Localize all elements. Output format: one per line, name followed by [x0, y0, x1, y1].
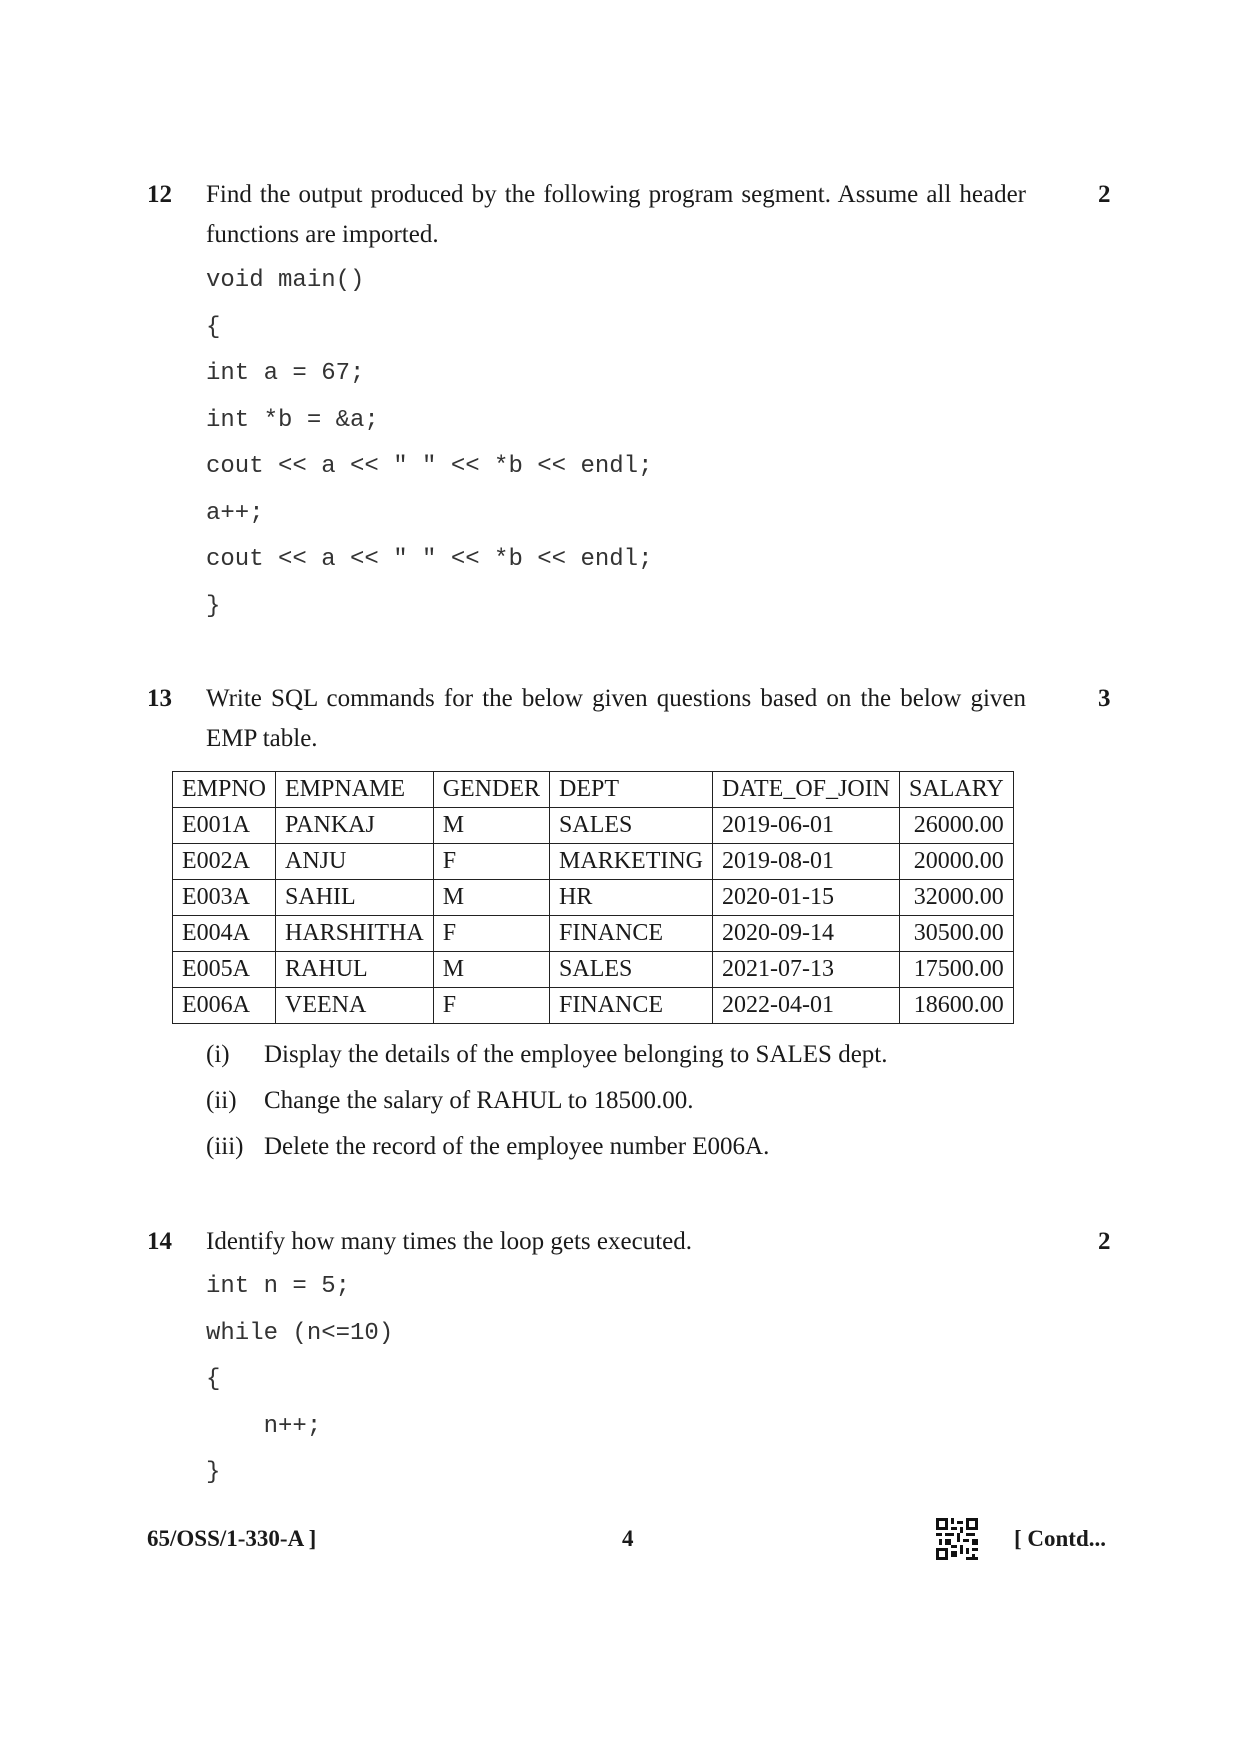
code-line: while (n<=10)	[206, 1319, 394, 1347]
table-cell: 2021-07-13	[713, 952, 900, 988]
question-12-text: Find the output produced by the following program segment. Assume all header functions are imported.	[206, 181, 1026, 248]
table-cell: 2020-01-15	[713, 880, 900, 916]
question-14-code	[206, 1264, 393, 1497]
code-line: cout << a << " " << *b << endl;	[206, 546, 653, 573]
table-cell: SALES	[550, 808, 713, 844]
table-cell: 30500.00	[900, 916, 1014, 952]
contd-label: [ Contd...	[1014, 1526, 1107, 1551]
code-line: a++;	[206, 499, 264, 527]
subquestion-i	[206, 1032, 888, 1078]
table-cell: 17500.00	[900, 952, 1014, 988]
question-14-marks: 2	[1098, 1228, 1111, 1255]
table-cell: ANJU	[276, 844, 434, 880]
code-line: {	[206, 313, 221, 341]
code-line: cout << a << " " << *b << endl;	[206, 453, 653, 480]
question-12-marks: 2	[1098, 181, 1111, 208]
question-13-marks: 3	[1098, 685, 1111, 712]
table-row	[173, 808, 1014, 844]
code-line: {	[206, 1366, 221, 1393]
subquestion-iii	[206, 1124, 769, 1170]
table-cell: E005A	[173, 952, 276, 988]
code-line: void main()	[206, 267, 365, 294]
code-line: }	[206, 1459, 221, 1486]
table-cell: E001A	[173, 808, 276, 844]
table-cell: 2019-08-01	[713, 844, 900, 880]
table-cell: FINANCE	[550, 916, 713, 952]
table-row	[173, 952, 1014, 988]
code-line: int *b = &a;	[206, 406, 379, 434]
table-cell: E002A	[173, 844, 276, 880]
table-cell: 20000.00	[900, 844, 1014, 880]
table-cell: RAHUL	[276, 952, 434, 988]
table-cell: PANKAJ	[276, 808, 434, 844]
table-cell: E006A	[173, 988, 276, 1024]
code-line: int a = 67;	[206, 360, 365, 387]
column-header: DEPT	[550, 772, 713, 808]
table-cell: M	[433, 952, 549, 988]
question-13-text: Write SQL commands for the below given questions based on the below given EMP table.	[206, 685, 1026, 752]
table-row	[173, 988, 1014, 1024]
table-cell: MARKETING	[550, 844, 713, 880]
subquestion-label: (iii)	[206, 1133, 244, 1160]
question-14-text: Identify how many times the loop gets executed.	[206, 1228, 692, 1255]
table-row	[173, 880, 1014, 916]
table-cell: SAHIL	[276, 880, 434, 916]
table-cell: F	[433, 844, 549, 880]
table-cell: 2022-04-01	[713, 988, 900, 1024]
qr-code-icon	[936, 1518, 978, 1560]
column-header: DATE_OF_JOIN	[713, 772, 900, 808]
table-cell: 18600.00	[900, 988, 1014, 1024]
column-header: SALARY	[900, 772, 1014, 808]
code-line: n++;	[206, 1412, 322, 1440]
column-header: EMPNO	[173, 772, 276, 808]
table-cell: SALES	[550, 952, 713, 988]
table-row	[173, 916, 1014, 952]
table-cell: F	[433, 988, 549, 1024]
subquestion-text: Delete the record of the employee number E006A.	[264, 1133, 770, 1160]
table-cell: 2019-06-01	[713, 808, 900, 844]
subquestion-ii	[206, 1078, 694, 1124]
question-13-number: 13	[147, 685, 172, 712]
table-cell: M	[433, 808, 549, 844]
subquestion-text: Display the details of the employee belonging to SALES dept.	[264, 1041, 888, 1068]
paper-code: 65/OSS/1-330-A ]	[147, 1526, 317, 1551]
table-cell: M	[433, 880, 549, 916]
table-cell: E003A	[173, 880, 276, 916]
emp-table	[172, 771, 1014, 1024]
code-line: int n = 5;	[206, 1273, 351, 1300]
column-header: EMPNAME	[276, 772, 434, 808]
table-cell: HARSHITHA	[276, 916, 434, 952]
subquestion-label: (i)	[206, 1041, 230, 1068]
question-14-number: 14	[147, 1228, 172, 1255]
table-cell: HR	[550, 880, 713, 916]
subquestion-text: Change the salary of RAHUL to 18500.00.	[264, 1087, 694, 1114]
question-12-code	[206, 258, 652, 630]
page-number: 4	[622, 1526, 634, 1551]
table-cell: VEENA	[276, 988, 434, 1024]
table-row	[173, 844, 1014, 880]
table-header-row	[173, 772, 1014, 808]
table-cell: FINANCE	[550, 988, 713, 1024]
table-cell: 26000.00	[900, 808, 1014, 844]
table-cell: 2020-09-14	[713, 916, 900, 952]
table-cell: E004A	[173, 916, 276, 952]
table-cell: 32000.00	[900, 880, 1014, 916]
table-cell: F	[433, 916, 549, 952]
column-header: GENDER	[433, 772, 549, 808]
question-12-number: 12	[147, 181, 172, 208]
code-line: }	[206, 592, 221, 620]
subquestion-label: (ii)	[206, 1087, 237, 1114]
